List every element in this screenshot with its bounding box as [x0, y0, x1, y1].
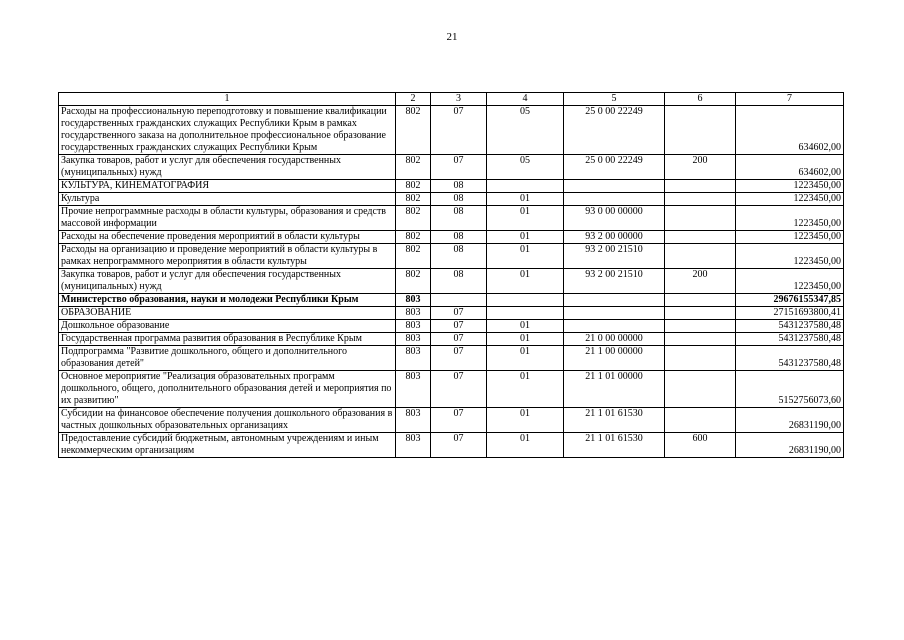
row-subsection-cell: 01 [487, 269, 564, 294]
row-code-cell: 803 [396, 433, 431, 458]
row-amount-cell: 1223450,00 [736, 231, 844, 244]
row-expense-type-cell: 200 [665, 155, 736, 180]
row-expense-type-cell [665, 294, 736, 307]
row-subsection-cell: 01 [487, 206, 564, 231]
row-amount-cell: 1223450,00 [736, 180, 844, 193]
row-section-cell: 07 [431, 408, 487, 433]
table-row [59, 244, 844, 269]
table-row [59, 269, 844, 294]
table-body [59, 93, 844, 458]
row-amount-cell: 1223450,00 [736, 244, 844, 269]
row-code-cell: 803 [396, 408, 431, 433]
row-target-cell [564, 180, 665, 193]
table-row [59, 320, 844, 333]
row-amount-cell: 5152756073,60 [736, 371, 844, 408]
row-name-cell: Государственная программа развития образования в Республике Крым [59, 333, 396, 346]
row-target-cell: 25 0 00 22249 [564, 106, 665, 155]
row-expense-type-cell [665, 333, 736, 346]
row-name-cell: Закупка товаров, работ и услуг для обеспечения государственных (муниципальных) нужд [59, 155, 396, 180]
row-amount-cell: 29676155347,85 [736, 294, 844, 307]
row-target-cell [564, 193, 665, 206]
row-subsection-cell: 01 [487, 231, 564, 244]
header-cell-3: 3 [431, 93, 487, 106]
table-row [59, 333, 844, 346]
table-row [59, 408, 844, 433]
row-target-cell: 21 1 01 00000 [564, 371, 665, 408]
row-name-cell: Дошкольное образование [59, 320, 396, 333]
row-section-cell: 07 [431, 433, 487, 458]
row-target-cell: 21 0 00 00000 [564, 333, 665, 346]
row-expense-type-cell [665, 206, 736, 231]
row-name-cell: Закупка товаров, работ и услуг для обеспечения государственных (муниципальных) нужд [59, 269, 396, 294]
row-section-cell: 08 [431, 269, 487, 294]
row-section-cell: 07 [431, 307, 487, 320]
row-amount-cell: 1223450,00 [736, 269, 844, 294]
row-section-cell: 07 [431, 155, 487, 180]
budget-table [58, 92, 844, 458]
row-target-cell: 93 0 00 00000 [564, 206, 665, 231]
row-subsection-cell: 01 [487, 333, 564, 346]
row-target-cell: 21 1 01 61530 [564, 433, 665, 458]
header-cell-4: 4 [487, 93, 564, 106]
row-amount-cell: 27151693800,41 [736, 307, 844, 320]
row-target-cell: 93 2 00 21510 [564, 244, 665, 269]
row-subsection-cell [487, 180, 564, 193]
row-name-cell: Министерство образования, науки и молодежи Республики Крым [59, 294, 396, 307]
row-section-cell: 07 [431, 320, 487, 333]
header-cell-5: 5 [564, 93, 665, 106]
row-name-cell: КУЛЬТУРА, КИНЕМАТОГРАФИЯ [59, 180, 396, 193]
row-section-cell: 08 [431, 193, 487, 206]
row-amount-cell: 5431237580,48 [736, 346, 844, 371]
row-subsection-cell: 01 [487, 244, 564, 269]
row-expense-type-cell [665, 307, 736, 320]
row-code-cell: 803 [396, 333, 431, 346]
row-code-cell: 802 [396, 244, 431, 269]
row-expense-type-cell [665, 320, 736, 333]
row-expense-type-cell: 600 [665, 433, 736, 458]
table-row [59, 106, 844, 155]
row-section-cell: 07 [431, 333, 487, 346]
row-target-cell: 93 2 00 21510 [564, 269, 665, 294]
row-code-cell: 803 [396, 346, 431, 371]
row-name-cell: Расходы на организацию и проведение мероприятий в области культуры в рамках непрограммного мероприятия в области культуры [59, 244, 396, 269]
row-amount-cell: 5431237580,48 [736, 320, 844, 333]
row-code-cell: 802 [396, 231, 431, 244]
row-section-cell: 08 [431, 206, 487, 231]
row-section-cell: 07 [431, 371, 487, 408]
header-cell-2: 2 [396, 93, 431, 106]
row-code-cell: 803 [396, 320, 431, 333]
row-expense-type-cell [665, 193, 736, 206]
row-subsection-cell [487, 307, 564, 320]
header-cell-7: 7 [736, 93, 844, 106]
row-code-cell: 802 [396, 180, 431, 193]
table-row [59, 307, 844, 320]
page-number: 21 [446, 31, 458, 43]
row-target-cell [564, 320, 665, 333]
row-expense-type-cell [665, 371, 736, 408]
header-cell-1: 1 [59, 93, 396, 106]
row-subsection-cell: 05 [487, 106, 564, 155]
row-name-cell: Субсидии на финансовое обеспечение получения дошкольного образования в частных дошкольных образовательных организациях [59, 408, 396, 433]
row-name-cell: Основное мероприятие "Реализация образовательных программ дошкольного, общего, дополнительного образования детей и мероприятия по их развитию" [59, 371, 396, 408]
row-target-cell: 21 1 01 61530 [564, 408, 665, 433]
row-expense-type-cell [665, 408, 736, 433]
row-code-cell: 802 [396, 106, 431, 155]
row-section-cell: 07 [431, 346, 487, 371]
row-code-cell: 803 [396, 294, 431, 307]
row-amount-cell: 5431237580,48 [736, 333, 844, 346]
row-subsection-cell: 05 [487, 155, 564, 180]
row-subsection-cell: 01 [487, 193, 564, 206]
header-row [59, 93, 844, 106]
row-expense-type-cell [665, 244, 736, 269]
row-target-cell [564, 307, 665, 320]
row-section-cell: 07 [431, 106, 487, 155]
row-target-cell: 93 2 00 00000 [564, 231, 665, 244]
row-code-cell: 802 [396, 206, 431, 231]
row-code-cell: 802 [396, 155, 431, 180]
row-subsection-cell: 01 [487, 433, 564, 458]
row-code-cell: 802 [396, 193, 431, 206]
table-row [59, 294, 844, 307]
row-amount-cell: 634602,00 [736, 106, 844, 155]
row-amount-cell: 634602,00 [736, 155, 844, 180]
header-cell-6: 6 [665, 93, 736, 106]
row-name-cell: Прочие непрограммные расходы в области культуры, образования и средств массовой информации [59, 206, 396, 231]
row-subsection-cell: 01 [487, 346, 564, 371]
row-name-cell: Расходы на профессиональную переподготовку и повышение квалификации государственных гражданских служащих Республики Крым в рамках государственного заказа на дополнительное профессиональное образование государственных гражданских служащих Республики Крым [59, 106, 396, 155]
table-row [59, 206, 844, 231]
row-subsection-cell: 01 [487, 408, 564, 433]
table-row [59, 433, 844, 458]
row-name-cell: Культура [59, 193, 396, 206]
row-subsection-cell: 01 [487, 320, 564, 333]
row-name-cell: Предоставление субсидий бюджетным, автономным учреждениям и иным некоммерческим организациям [59, 433, 396, 458]
row-section-cell: 08 [431, 180, 487, 193]
row-amount-cell: 26831190,00 [736, 408, 844, 433]
row-name-cell: Расходы на обеспечение проведения мероприятий в области культуры [59, 231, 396, 244]
table-row [59, 371, 844, 408]
row-target-cell: 21 1 00 00000 [564, 346, 665, 371]
row-target-cell [564, 294, 665, 307]
row-code-cell: 803 [396, 371, 431, 408]
table-row [59, 155, 844, 180]
row-amount-cell: 1223450,00 [736, 193, 844, 206]
row-code-cell: 802 [396, 269, 431, 294]
row-amount-cell: 1223450,00 [736, 206, 844, 231]
row-subsection-cell: 01 [487, 371, 564, 408]
row-name-cell: ОБРАЗОВАНИЕ [59, 307, 396, 320]
table-row [59, 231, 844, 244]
row-expense-type-cell [665, 106, 736, 155]
row-section-cell [431, 294, 487, 307]
row-expense-type-cell [665, 180, 736, 193]
row-expense-type-cell [665, 231, 736, 244]
row-section-cell: 08 [431, 231, 487, 244]
row-subsection-cell [487, 294, 564, 307]
table-row [59, 193, 844, 206]
table-row [59, 180, 844, 193]
row-section-cell: 08 [431, 244, 487, 269]
row-target-cell: 25 0 00 22249 [564, 155, 665, 180]
table-row [59, 346, 844, 371]
row-amount-cell: 26831190,00 [736, 433, 844, 458]
row-expense-type-cell: 200 [665, 269, 736, 294]
row-code-cell: 803 [396, 307, 431, 320]
row-name-cell: Подпрограмма "Развитие дошкольного, общего и дополнительного образования детей" [59, 346, 396, 371]
row-expense-type-cell [665, 346, 736, 371]
